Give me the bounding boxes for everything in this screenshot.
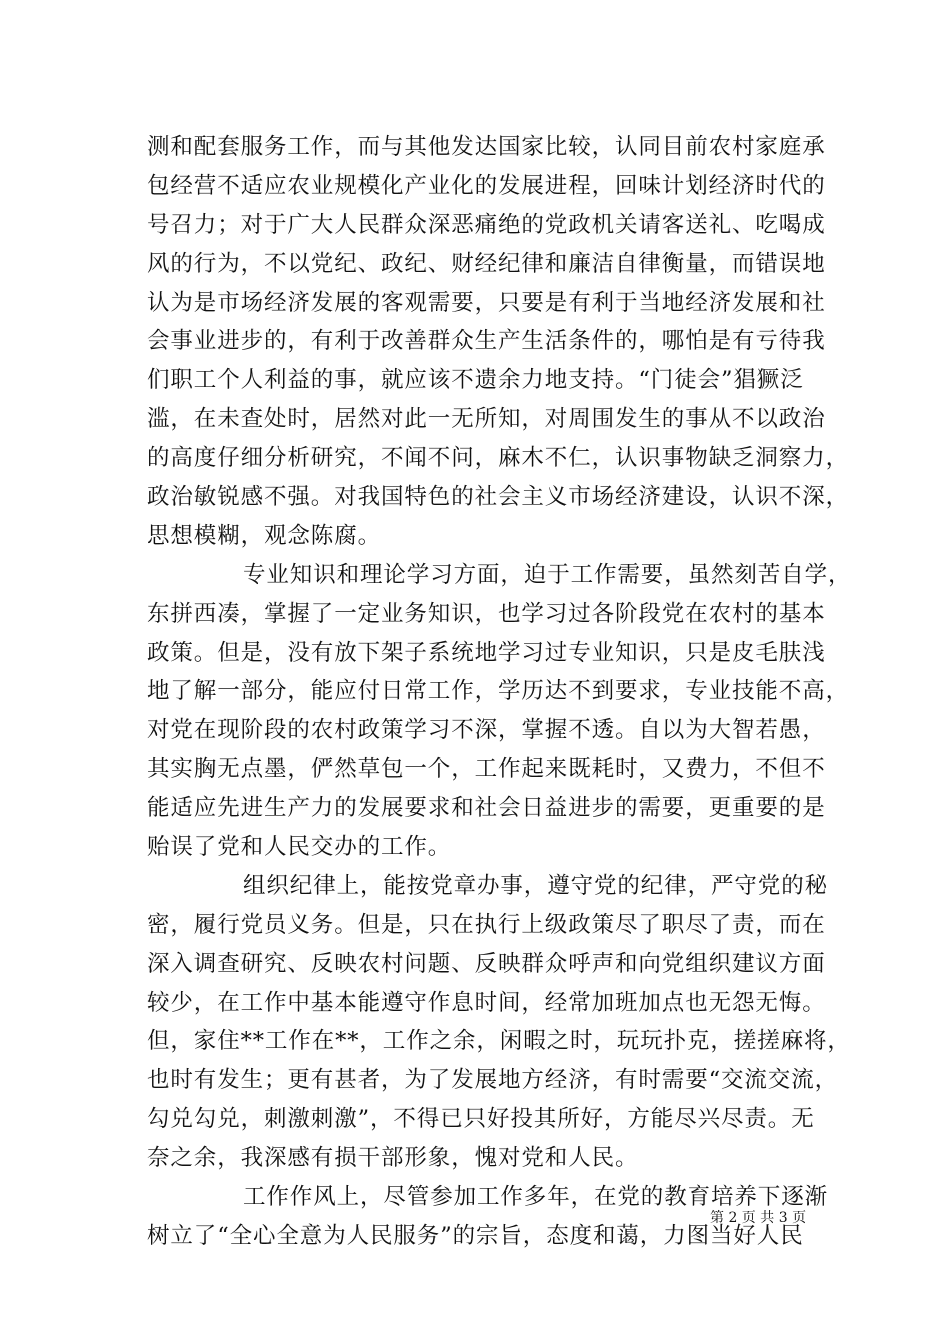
text-line: 对党在现阶段的农村政策学习不深，掌握不透。自以为大智若愚， xyxy=(147,717,826,744)
text-line: 政策。但是，没有放下架子系统地学习过专业知识，只是皮毛肤浅 xyxy=(147,639,826,666)
text-line: 们职工个人利益的事，就应该不遗余力地支持。“门徒会”猖獗泛 xyxy=(147,367,804,394)
text-line: 政治敏锐感不强。对我国特色的社会主义市场经济建设，认识不深， xyxy=(147,484,850,511)
text-line: 滥，在未查处时，居然对此一无所知，对周围发生的事从不以政治 xyxy=(147,406,826,433)
text-line: 思想模糊，观念陈腐。 xyxy=(147,522,382,549)
paragraph-3 xyxy=(147,867,851,1178)
text-line: 其实胸无点墨，俨然草包一个，工作起来既耗时，又费力，不但不 xyxy=(147,756,826,783)
text-line: 风的行为，不以党纪、政纪、财经纪律和廉洁自律衡量，而错误地 xyxy=(147,250,826,277)
paragraph-2 xyxy=(147,556,852,867)
text-line: 的高度仔细分析研究，不闻不问，麻木不仁，认识事物缺乏洞察力， xyxy=(147,445,850,472)
text-line: 深入调查研究、反映农村问题、反映群众呼声和向党组织建议方面 xyxy=(147,950,826,977)
text-line: 能适应先进生产力的发展要求和社会日益进步的需要，更重要的是 xyxy=(147,795,826,822)
page-number-footer: 第 2 页 共 3 页 xyxy=(710,1210,807,1226)
text-line: 包经营不适应农业规模化产业化的发展进程，回味计划经济时代的 xyxy=(147,172,826,199)
paragraph-1 xyxy=(147,128,850,556)
text-line: 但，家住**工作在**，工作之余，闲暇之时，玩玩扑克，搓搓麻将， xyxy=(147,1028,851,1055)
text-line: 树立了“全心全意为人民服务”的宗旨，态度和蔼，力图当好人民 xyxy=(147,1222,804,1249)
text-line: 工作作风上，尽管参加工作多年，在党的教育培养下逐渐 xyxy=(243,1184,829,1211)
text-line: 号召力；对于广大人民群众深恶痛绝的党政机关请客送礼、吃喝成 xyxy=(147,211,826,238)
text-line: 也时有发生；更有甚者，为了发展地方经济，有时需要“交流交流， xyxy=(147,1067,839,1094)
text-line: 测和配套服务工作，而与其他发达国家比较，认同目前农村家庭承 xyxy=(147,134,826,160)
text-line: 地了解一部分，能应付日常工作，学历达不到要求，专业技能不高， xyxy=(147,678,850,705)
text-line: 密，履行党员义务。但是，只在执行上级政策尽了职尽了责，而在 xyxy=(147,911,826,938)
text-line: 贻误了党和人民交办的工作。 xyxy=(147,834,452,861)
text-line: 东拼西凑，掌握了一定业务知识，也学习过各阶段党在农村的基本 xyxy=(147,600,826,627)
text-line: 专业知识和理论学习方面，迫于工作需要，虽然刻苦自学， xyxy=(243,561,852,588)
text-line: 组织纪律上，能按党章办事，遵守党的纪律，严守党的秘 xyxy=(243,872,829,899)
text-line: 奈之余，我深感有损干部形象，愧对党和人民。 xyxy=(147,1145,639,1172)
text-line: 较少，在工作中基本能遵守作息时间，经常加班加点也无怨无悔。 xyxy=(147,989,826,1016)
body-text xyxy=(147,128,852,1256)
text-line: 认为是市场经济发展的客观需要，只要是有利于当地经济发展和社 xyxy=(147,289,826,316)
text-line: 会事业进步的，有利于改善群众生产生活条件的，哪怕是有亏待我 xyxy=(147,328,826,355)
text-line: 勾兑勾兑，刺激刺激”，不得已只好投其所好，方能尽兴尽责。无 xyxy=(147,1106,815,1133)
